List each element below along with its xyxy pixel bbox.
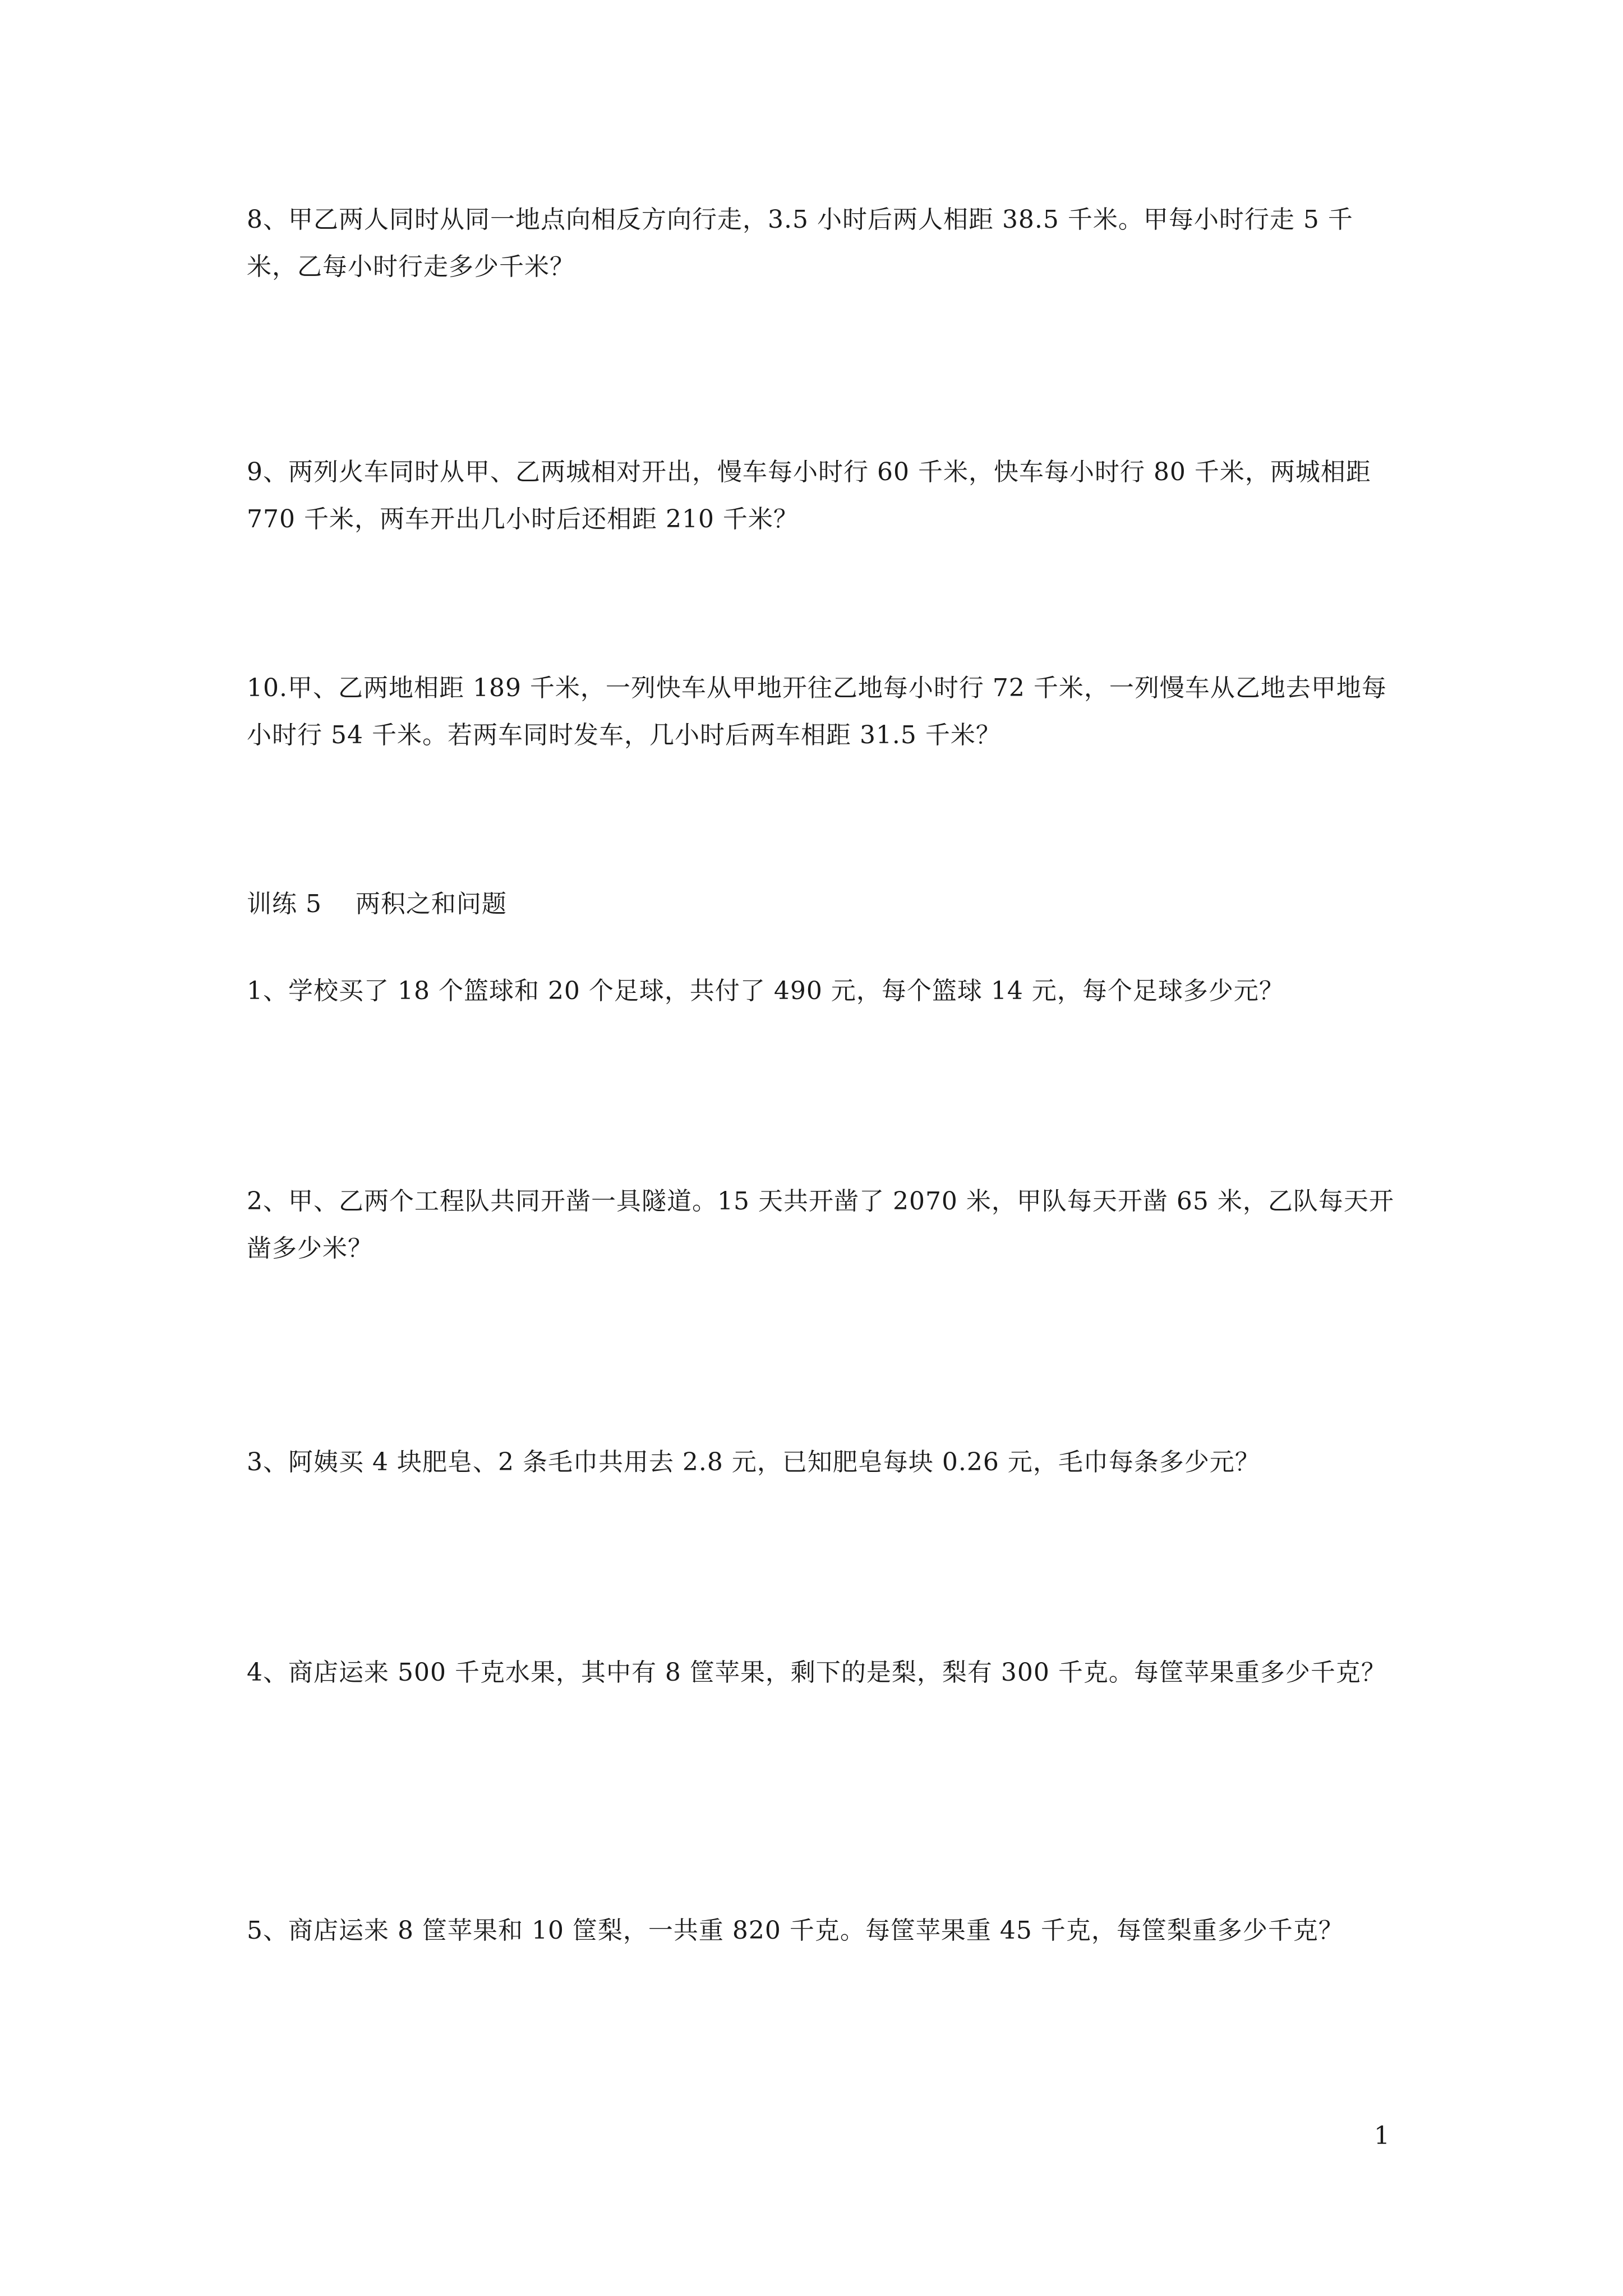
problem-9: 9、两列火车同时从甲、乙两城相对开出，慢车每小时行 60 千米，快车每小时行 80 千米，两城相距 770 千米，两车开出几小时后还相距 210 千米？: [247, 458, 1371, 533]
problem-10: 10.甲、乙两地相距 189 千米，一列快车从甲地开往乙地每小时行 72 千米，一列慢车从乙地去甲地每小时行 54 千米。若两车同时发车，几小时后两车相距 31.5 千米？: [247, 674, 1387, 749]
page-number: 1: [1374, 2122, 1390, 2150]
problem-4: 4、商店运来 500 千克水果，其中有 8 筐苹果，剩下的是梨，梨有 300 千克。每筐苹果重多少千克？: [247, 1658, 1386, 1687]
problem-8: 8、甲乙两人同时从同一地点向相反方向行走，3.5 小时后两人相距 38.5 千米。甲每小时行走 5 千米，乙每小时行走多少千米？: [247, 205, 1353, 281]
problem-1: 1、学校买了 18 个篮球和 20 个足球，共付了 490 元，每个篮球 14 元，每个足球多少元？: [247, 977, 1284, 1005]
problem-2: 2、甲、乙两个工程队共同开凿一具隧道。15 天共开凿了 2070 米，甲队每天开凿 65 米，乙队每天开凿多少米？: [247, 1187, 1394, 1263]
section-title: 训练 5 两积之和问题: [247, 890, 507, 918]
problem-5: 5、商店运来 8 筐苹果和 10 筐梨，一共重 820 千克。每筐苹果重 45 千克，每筐梨重多少千克？: [247, 1916, 1344, 1945]
problem-3: 3、阿姨买 4 块肥皂、2 条毛巾共用去 2.8 元，已知肥皂每块 0.26 元，毛巾每条多少元？: [247, 1448, 1260, 1476]
